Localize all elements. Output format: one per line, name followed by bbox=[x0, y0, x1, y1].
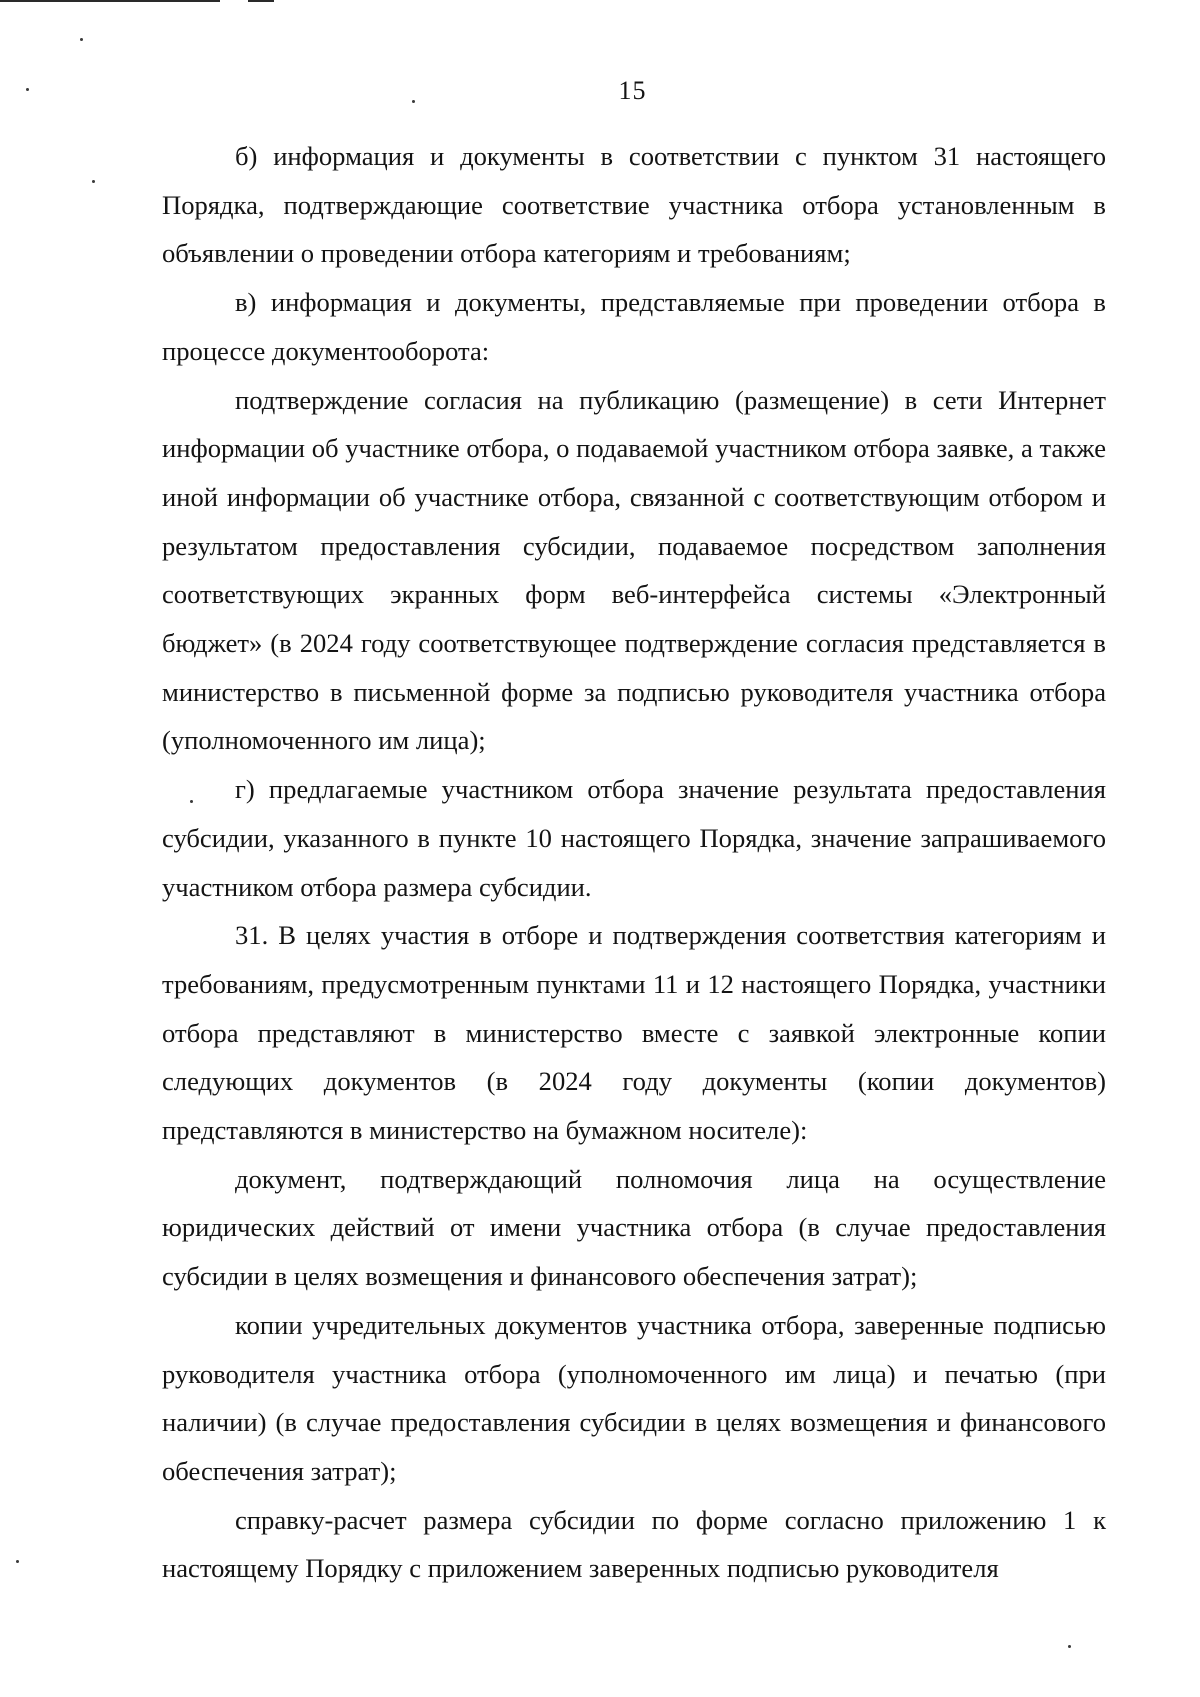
paragraph-founding-documents: копии учредительных документов участника отбора, заверенные подписью руководителя участника отбора (уполномоченного им лица) и печатью (при наличии) (в случае предоставления субсидии в целях возмещения и финансового обеспечения затрат); bbox=[162, 1309, 1106, 1486]
paragraph-authority-document: документ, подтверждающий полномочия лица на осуществление юридических действий от имени участника отбора (в случае предоставления субсидии в целях возмещения и финансового обеспечения затрат); bbox=[162, 1163, 1106, 1292]
document-body bbox=[162, 132, 1106, 1593]
paragraph-b: б) информация и документы в соответствии с пунктом 31 настоящего Порядка, подтверждающие соответствие участника отбора установленным в объявлении о проведении отбора категориям и требованиям; bbox=[162, 141, 1106, 269]
paragraph-g: г) предлагаемые участником отбора значение результата предоставления субсидии, указанного в пункте 10 настоящего Порядка, значение запрашиваемого участником отбора размера субсидии. bbox=[162, 774, 1106, 902]
paragraph-consent: подтверждение согласия на публикацию (размещение) в сети Интернет информации об участнике отбора, о подаваемой участником отбора заявке, а также иной информации об участнике отбора, связанной с соответствующим отбором и результатом предоставления субсидии, подаваемое посредством заполнения соответствующих экранных форм веб-интерфейса системы «Электронный бюджет» (в 2024 году соответствующее подтверждение согласия представляется в министерство в письменной форме за подписью руководителя участника отбора (уполномоченного им лица); bbox=[162, 384, 1106, 756]
paragraph-31: 31. В целях участия в отборе и подтверждения соответствия категориям и требованиям, предусмотренным пунктами 11 и 12 настоящего Порядка, участники отбора представляют в министерство вместе с заявкой электронные копии следующих документов (в 2024 году документы (копии документов) представляются в министерство на бумажном носителе): bbox=[162, 920, 1106, 1146]
page-number: 15 bbox=[618, 76, 647, 105]
paragraph-v: в) информация и документы, представляемые при проведении отбора в процессе документооборота: bbox=[162, 287, 1106, 366]
paragraph-calculation-certificate: справку-расчет размера субсидии по форме согласно приложению 1 к настоящему Порядку с приложением заверенных подписью руководителя bbox=[162, 1504, 1106, 1584]
scan-speck bbox=[1068, 1645, 1071, 1648]
scan-speck bbox=[16, 1560, 19, 1563]
scan-speck bbox=[80, 38, 83, 41]
scan-edge-mark bbox=[0, 0, 220, 2]
scan-edge-mark-short bbox=[248, 0, 274, 2]
scan-speck bbox=[92, 180, 95, 183]
